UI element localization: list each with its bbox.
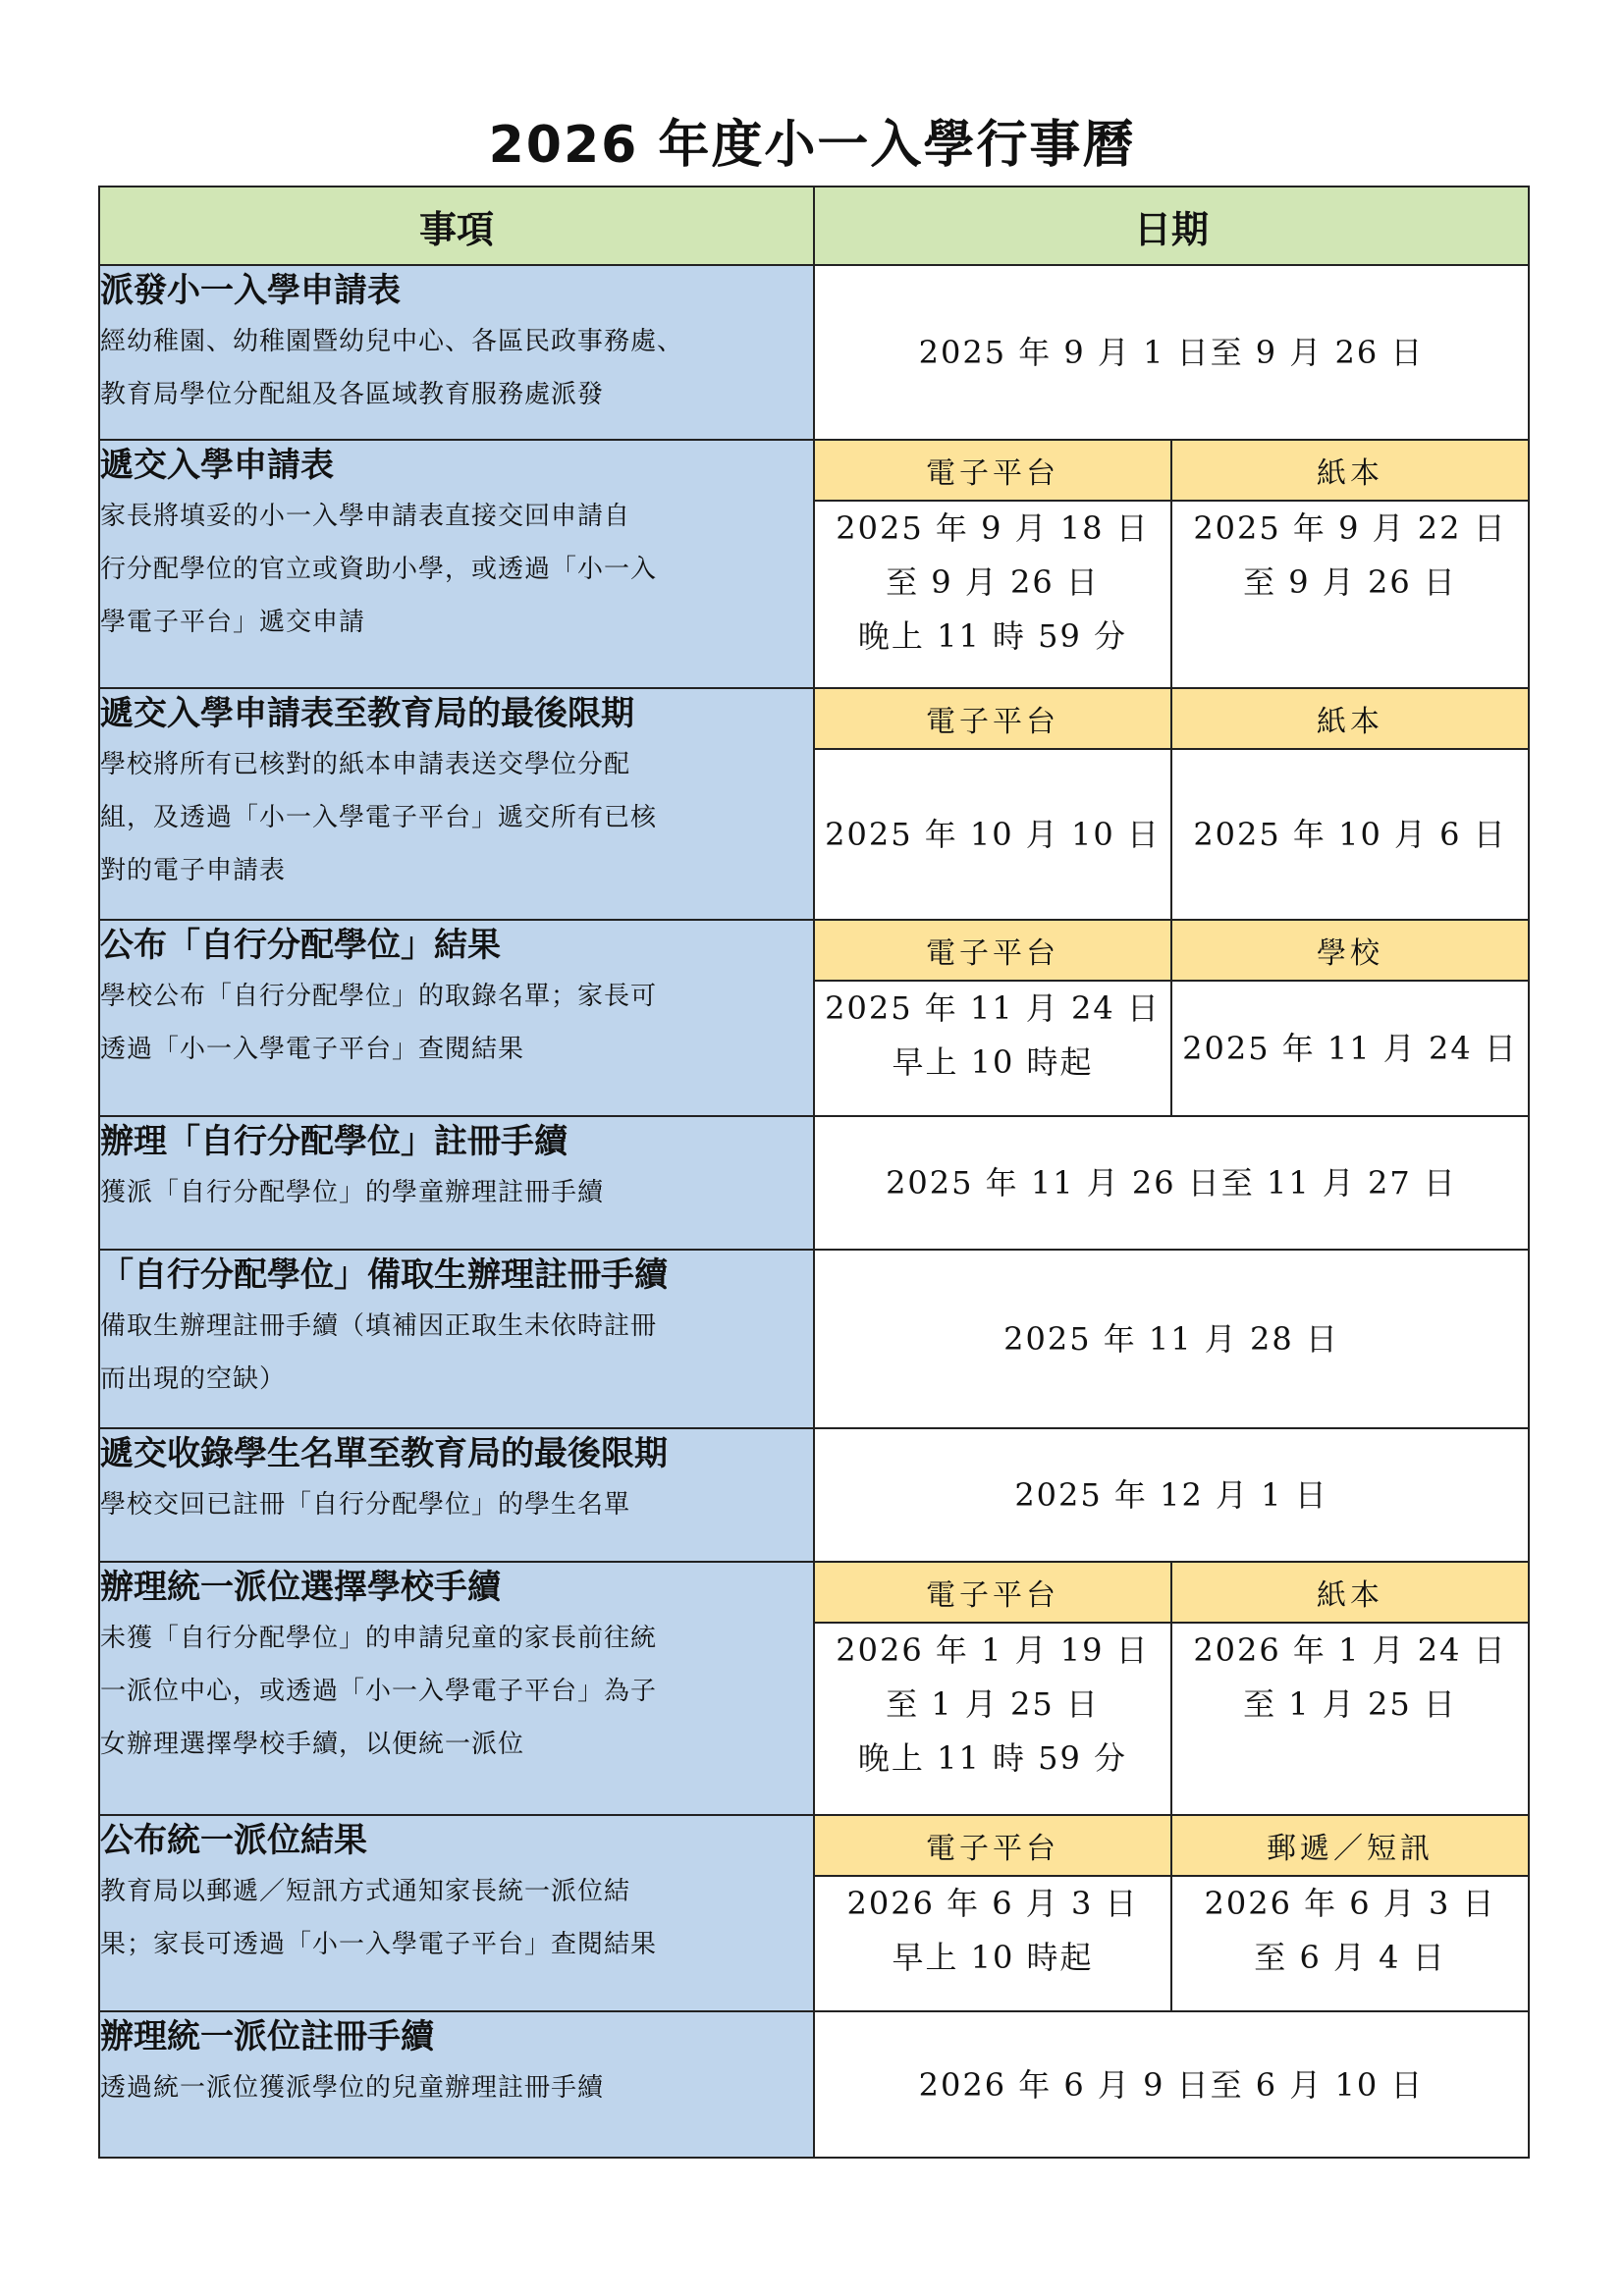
table-row: [99, 1815, 1529, 1876]
description-line: 果；家長可透過「小一入學電子平台」查閱結果: [100, 1930, 658, 1959]
event-title: 公布統一派位結果: [100, 1821, 367, 1860]
description-line: 獲派「自行分配學位」的學童辦理註冊手續: [100, 1178, 605, 1207]
channel-date-line: 2026 年 1 月 19 日: [836, 1631, 1150, 1669]
event-title: 遞交入學申請表至教育局的最後限期: [100, 694, 634, 733]
channel-date-line: 2025 年 11 月 24 日: [825, 989, 1161, 1027]
channel-date-cell: [814, 749, 1171, 920]
description-line: 家長將填妥的小一入學申請表直接交回申請自: [100, 502, 631, 531]
description-line: 女辦理選擇學校手續，以便統一派位: [100, 1730, 525, 1759]
channel-date-cell: [814, 1623, 1171, 1815]
channel-date-cell: [1171, 1876, 1529, 2011]
channel-label: 紙本: [1171, 1562, 1529, 1623]
event-title: 「自行分配學位」備取生辦理註冊手續: [100, 1255, 668, 1295]
channel-date-cell: [1171, 1623, 1529, 1815]
event-description: [100, 1478, 813, 1531]
event-title: 辦理統一派位註冊手續: [100, 2017, 434, 2056]
description-line: 備取生辦理註冊手續（填補因正取生未依時註冊: [100, 1311, 658, 1341]
channel-date-line: 早上 10 時起: [892, 1939, 1094, 1976]
event-date: 2025 年 11 月 26 日至 11 月 27 日: [814, 1116, 1529, 1250]
event-description: [100, 738, 813, 897]
event-title: 派發小一入學申請表: [100, 271, 401, 310]
event-description: [100, 2061, 813, 2114]
channel-date-cell: [1171, 749, 1529, 920]
event-title: 辦理統一派位選擇學校手續: [100, 1568, 501, 1607]
table-row: [99, 440, 1529, 501]
event-cell: [99, 1562, 814, 1815]
event-title: 辦理「自行分配學位」註冊手續: [100, 1122, 568, 1161]
description-line: 學校交回已註冊「自行分配學位」的學生名單: [100, 1490, 631, 1520]
event-description: [100, 1300, 813, 1406]
event-cell: [99, 1116, 814, 1250]
description-line: 學電子平台」遞交申請: [100, 608, 366, 637]
description-line: 透過「小一入學電子平台」查閱結果: [100, 1035, 525, 1064]
event-cell: [99, 1815, 814, 2011]
channel-label: 紙本: [1171, 440, 1529, 501]
event-description: [100, 490, 813, 649]
header-row: [99, 187, 1529, 265]
table-row: [99, 1116, 1529, 1250]
channel-date-line: 2025 年 9 月 18 日: [836, 509, 1150, 547]
channel-date-cell: [1171, 501, 1529, 688]
channel-date-line: 至 1 月 25 日: [1243, 1685, 1457, 1723]
header-item: 事項: [99, 187, 814, 265]
channel-date-cell: [814, 501, 1171, 688]
channel-label: 電子平台: [814, 1815, 1171, 1876]
table-row: [99, 1250, 1529, 1428]
event-cell: [99, 265, 814, 440]
event-date: 2025 年 9 月 1 日至 9 月 26 日: [814, 265, 1529, 440]
channel-date-line: 2026 年 6 月 3 日: [846, 1885, 1139, 1922]
channel-label: 電子平台: [814, 440, 1171, 501]
event-cell: [99, 2011, 814, 2158]
channel-label: 電子平台: [814, 1562, 1171, 1623]
description-line: 學校將所有已核對的紙本申請表送交學位分配: [100, 750, 631, 779]
channel-date-cell: [814, 981, 1171, 1116]
channel-label: 學校: [1171, 920, 1529, 981]
table-row: [99, 265, 1529, 440]
channel-date-line: 晚上 11 時 59 分: [857, 617, 1128, 655]
channel-date-line: 2026 年 6 月 3 日: [1204, 1885, 1496, 1922]
description-line: 組，及透過「小一入學電子平台」遞交所有已核: [100, 803, 658, 832]
description-line: 行分配學位的官立或資助小學，或透過「小一入: [100, 555, 658, 584]
event-description: [100, 970, 813, 1076]
description-line: 學校公布「自行分配學位」的取錄名單；家長可: [100, 982, 658, 1011]
calendar-body: [99, 187, 1529, 2158]
channel-label: 郵遞／短訊: [1171, 1815, 1529, 1876]
description-line: 教育局以郵遞／短訊方式通知家長統一派位結: [100, 1877, 631, 1906]
channel-date-line: 2025 年 10 月 10 日: [825, 815, 1161, 853]
channel-date-line: 早上 10 時起: [892, 1043, 1094, 1081]
channel-date-cell: [814, 1876, 1171, 2011]
channel-date-line: 2025 年 10 月 6 日: [1193, 815, 1507, 853]
page-title: 2026 年度小一入學行事曆: [488, 116, 1136, 175]
event-cell: [99, 920, 814, 1116]
table-row: [99, 920, 1529, 981]
channel-date-line: 至 6 月 4 日: [1254, 1939, 1446, 1976]
table-row: [99, 1428, 1529, 1562]
description-line: 教育局學位分配組及各區域教育服務處派發: [100, 380, 605, 409]
description-line: 經幼稚園、幼稚園暨幼兒中心、各區民政事務處、: [100, 327, 684, 356]
description-line: 透過統一派位獲派學位的兒童辦理註冊手續: [100, 2073, 605, 2103]
event-date: 2025 年 11 月 28 日: [814, 1250, 1529, 1428]
channel-label: 電子平台: [814, 688, 1171, 749]
table-row: [99, 1562, 1529, 1623]
channel-date-line: 2025 年 9 月 22 日: [1193, 509, 1507, 547]
table-row: [99, 2011, 1529, 2158]
description-line: 對的電子申請表: [100, 856, 287, 885]
event-cell: [99, 1250, 814, 1428]
event-date: 2025 年 12 月 1 日: [814, 1428, 1529, 1562]
event-description: [100, 1865, 813, 1971]
channel-date-line: 2026 年 1 月 24 日: [1193, 1631, 1507, 1669]
event-cell: [99, 688, 814, 920]
description-line: 未獲「自行分配學位」的申請兒童的家長前往統: [100, 1624, 658, 1653]
channel-date-cell: [1171, 981, 1529, 1116]
event-cell: [99, 440, 814, 688]
calendar-table: [98, 186, 1530, 2159]
channel-date-line: 2025 年 11 月 24 日: [1182, 1029, 1518, 1067]
description-line: 而出現的空缺）: [100, 1364, 287, 1394]
event-description: [100, 1166, 813, 1219]
channel-date-line: 至 1 月 25 日: [886, 1685, 1100, 1723]
header-date: 日期: [814, 187, 1529, 265]
channel-date-line: 至 9 月 26 日: [1243, 563, 1457, 601]
event-cell: [99, 1428, 814, 1562]
description-line: 一派位中心，或透過「小一入學電子平台」為子: [100, 1677, 658, 1706]
event-description: [100, 315, 813, 421]
event-title: 遞交入學申請表: [100, 446, 334, 485]
channel-date-line: 至 9 月 26 日: [886, 563, 1100, 601]
event-description: [100, 1612, 813, 1771]
channel-label: 電子平台: [814, 920, 1171, 981]
channel-label: 紙本: [1171, 688, 1529, 749]
event-title: 公布「自行分配學位」結果: [100, 926, 501, 965]
event-title: 遞交收錄學生名單至教育局的最後限期: [100, 1434, 668, 1473]
table-row: [99, 688, 1529, 749]
channel-date-line: 晚上 11 時 59 分: [857, 1739, 1128, 1777]
event-date: 2026 年 6 月 9 日至 6 月 10 日: [814, 2011, 1529, 2158]
